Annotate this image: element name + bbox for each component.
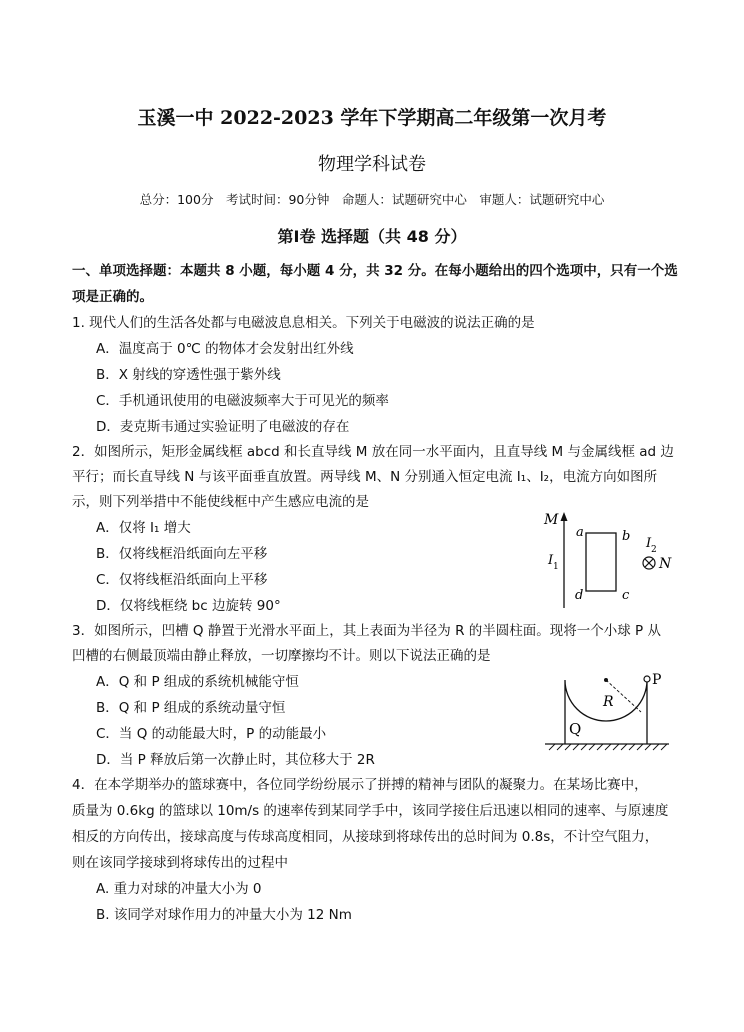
q1-option-a: A．温度高于 0℃ 的物体才会发射出红外线 bbox=[96, 341, 354, 357]
q4-stem-line4: 则在该同学接球到将球传出的过程中 bbox=[72, 855, 288, 871]
q2-option-b: B．仅将线框沿纸面向左平移 bbox=[96, 546, 268, 562]
part-heading: 第Ⅰ卷 选择题（共 48 分） bbox=[277, 227, 467, 246]
q1-stem: 1. 现代人们的生活各处都与电磁波息息相关。下列关于电磁波的说法正确的是 bbox=[72, 315, 535, 331]
current-into-page-icon bbox=[643, 557, 655, 569]
q3-option-d: D．当 P 释放后第一次静止时，其位移大于 2R bbox=[96, 752, 375, 768]
label-c: c bbox=[622, 588, 630, 603]
ball-p bbox=[644, 676, 650, 682]
q2-stem-line3: 示，则下列举措中不能使线框中产生感应电流的是 bbox=[72, 494, 369, 510]
q3-option-b: B．Q 和 P 组成的系统动量守恒 bbox=[96, 700, 286, 716]
section-heading: 一、单项选择题：本题共 8 小题，每小题 4 分，共 32 分。在每小题给出的四个选项中，只有一个选项是正确的。 bbox=[72, 263, 678, 305]
page-subtitle: 物理学科试卷 bbox=[318, 154, 426, 175]
q1-option-c: C．手机通讯使用的电磁波频率大于可见光的频率 bbox=[96, 393, 389, 409]
q3-figure bbox=[543, 668, 673, 756]
wire-frame-abcd bbox=[586, 533, 616, 591]
label-r: R bbox=[603, 694, 614, 710]
q2-figure bbox=[536, 508, 686, 610]
q2-option-a: A．仅将 I₁ 增大 bbox=[96, 520, 191, 536]
q4-stem-line2: 质量为 0.6kg 的篮球以 10m/s 的速率传到某同学手中，该同学接住后迅速以相同的速率、与原速度 bbox=[72, 803, 669, 819]
q3-stem-line1: 3．如图所示，凹槽 Q 静置于光滑水平面上，其上表面为半径为 R 的半圆柱面。现将一个小球 P 从 bbox=[72, 623, 661, 639]
q1-option-b: B．X 射线的穿透性强于紫外线 bbox=[96, 367, 281, 383]
label-n: N bbox=[659, 556, 672, 572]
q4-stem-line1: 4．在本学期举办的篮球赛中，各位同学纷纷展示了拼搏的精神与团队的凝聚力。在某场比赛中， bbox=[72, 777, 648, 793]
q4-option-b: B. 该同学对球作用力的冲量大小为 12 Nm bbox=[96, 907, 352, 923]
label-i2: I bbox=[646, 536, 652, 551]
current-arrow-icon bbox=[561, 512, 568, 521]
q3-stem-line2: 凹槽的右侧最顶端由静止释放，一切摩擦均不计。则以下说法正确的是 bbox=[72, 648, 491, 664]
label-a: a bbox=[576, 525, 584, 540]
label-b: b bbox=[622, 529, 631, 544]
q3-option-c: C．当 Q 的动能最大时，P 的动能最小 bbox=[96, 726, 327, 742]
label-m: M bbox=[544, 512, 559, 528]
q4-option-a: A. 重力对球的冲量大小为 0 bbox=[96, 881, 262, 897]
label-p: P bbox=[652, 672, 662, 688]
label-q: Q bbox=[569, 720, 582, 738]
ground-hatching bbox=[549, 744, 667, 750]
label-i1: I bbox=[548, 553, 554, 568]
exam-meta: 总分：100分 考试时间：90分钟 命题人：试题研究中心 审题人：试题研究中心 bbox=[139, 192, 605, 207]
label-i1-sub: 1 bbox=[553, 562, 559, 572]
q2-stem-line2: 平行；而长直导线 N 与该平面垂直放置。两导线 M、N 分别通入恒定电流 I₁、I₂，电流方向如图所 bbox=[72, 469, 658, 485]
label-d: d bbox=[575, 588, 584, 603]
q4-stem-line3: 相反的方向传出，接球高度与传球高度相同，从接球到将球传出的总时间为 0.8s，不计空气阻力， bbox=[72, 829, 659, 845]
q1-option-d: D．麦克斯韦通过实验证明了电磁波的存在 bbox=[96, 419, 350, 435]
center-point bbox=[604, 678, 608, 682]
q3-option-a: A．Q 和 P 组成的系统机械能守恒 bbox=[96, 674, 299, 690]
label-i2-sub: 2 bbox=[651, 545, 657, 555]
page-title: 玉溪一中 2022-2023 学年下学期高二年级第一次月考 bbox=[137, 107, 607, 129]
q2-option-c: C．仅将线框沿纸面向上平移 bbox=[96, 572, 268, 588]
q2-option-d: D．仅将线框绕 bc 边旋转 90° bbox=[96, 598, 281, 614]
q2-stem-line1: 2．如图所示，矩形金属线框 abcd 和长直导线 M 放在同一水平面内，且直导线 M 与金属线框 ad 边 bbox=[72, 444, 674, 460]
